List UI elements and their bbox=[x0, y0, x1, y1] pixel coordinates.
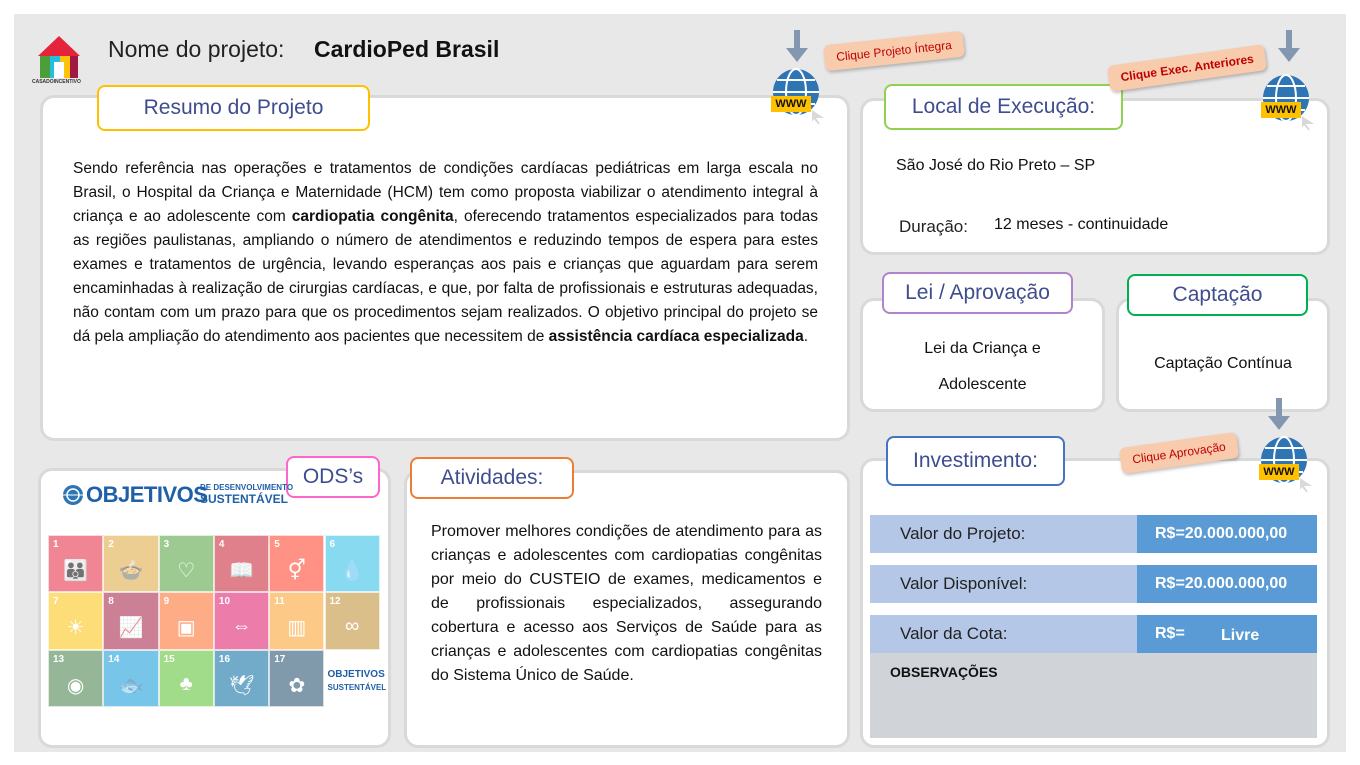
lei-line2: Adolescente bbox=[938, 376, 1027, 393]
resumo-text bbox=[73, 157, 818, 349]
valor-cota-value-box bbox=[1137, 615, 1317, 653]
link-exec-anteriores[interactable]: Clique Exec. Anteriores bbox=[1107, 44, 1267, 92]
logo-text: CASADOINCENTIVO bbox=[32, 79, 81, 85]
ods-tile-number: 1 bbox=[53, 539, 59, 550]
ods-tile-number: 16 bbox=[218, 653, 231, 665]
globe-www-icon-integra[interactable] bbox=[768, 66, 824, 130]
down-arrow-icon bbox=[1268, 398, 1290, 437]
observacoes-label: OBSERVAÇÕES bbox=[890, 664, 998, 680]
down-arrow-icon bbox=[1278, 30, 1300, 69]
ods-tile-icon: ⚥ bbox=[287, 560, 306, 582]
ods-tile-number: 15 bbox=[163, 653, 175, 665]
ods-tile bbox=[214, 650, 269, 707]
ods-tile-number: 13 bbox=[53, 653, 65, 665]
ods-tile-number: 3 bbox=[163, 539, 170, 550]
ods-tile-number: 12 bbox=[329, 596, 341, 608]
globe-www-label: WWW bbox=[1263, 466, 1295, 478]
ods-tile-icon: ∞ bbox=[345, 615, 360, 638]
ods-tile bbox=[214, 592, 269, 649]
ods-tile bbox=[103, 650, 158, 707]
ods-tile bbox=[48, 535, 103, 592]
valor-disponivel-value: R$=20.000.000,00 bbox=[1137, 565, 1317, 603]
ods-banner-sub2: SUSTENTÁVEL bbox=[200, 492, 289, 506]
atividades-title: Atividades: bbox=[410, 457, 574, 499]
globe-www-icon-aprovacao[interactable] bbox=[1256, 434, 1312, 498]
ods-banner bbox=[62, 480, 294, 510]
ods-tile-icon: 🍲 bbox=[118, 560, 144, 582]
ods-title: ODS’s bbox=[286, 456, 380, 498]
ods-tile-number: 11 bbox=[274, 596, 285, 608]
ods-final-tile-main: OBJETIVOS bbox=[327, 668, 385, 680]
ods-tile-number: 6 bbox=[329, 539, 336, 550]
globe-www-icon-exec[interactable] bbox=[1258, 72, 1314, 136]
ods-grid bbox=[48, 535, 387, 707]
resumo-text-part3: . bbox=[803, 328, 809, 345]
resumo-text-part2: , oferecendo tratamentos especializados para todas as regiões paulistanas, ampliando o número de atendimentos e reduzindo tempos de espera para estes exames e tratamentos de urgência, levando esperanças aos pais e crianças que aguardam para serem encaminhadas à realização de cirurgias cardíacas, e que, por falta de profissionais e estruturas adequadas, não contam com um prazo para que os procedimentos sejam realizados. O objetivo principal do projeto se dá pela ampliação do atendimento aos pacientes que necessitem de bbox=[73, 208, 819, 345]
duracao-label: Duração: bbox=[899, 217, 968, 236]
investimento-title: Investimento: bbox=[886, 436, 1065, 486]
valor-cota-label: Valor da Cota: bbox=[870, 615, 1137, 653]
ods-tile-icon: 💧 bbox=[339, 560, 365, 582]
ods-tile bbox=[103, 592, 158, 649]
ods-tile-icon: ▣ bbox=[176, 617, 196, 640]
ods-tile-number: 17 bbox=[274, 653, 286, 665]
captacao-title: Captação bbox=[1127, 274, 1308, 316]
ods-tile bbox=[48, 650, 103, 707]
resumo-text-bold2: assistência cardíaca especializada bbox=[548, 328, 804, 345]
valor-cota-value: Livre bbox=[1221, 627, 1260, 644]
ods-tile-icon: 🕊 bbox=[228, 674, 255, 697]
ods-tile-number: 14 bbox=[108, 653, 120, 665]
ods-tile bbox=[269, 650, 324, 707]
link-projeto-integra[interactable]: Clique Projeto Íntegra bbox=[823, 31, 965, 71]
project-name: CardioPed Brasil bbox=[314, 36, 500, 62]
ods-tile bbox=[214, 535, 269, 592]
ods-tile-number: 4 bbox=[218, 539, 225, 550]
ods-tile-icon: 📈 bbox=[118, 617, 144, 640]
atividades-text: Promover melhores condições de atendimento para as crianças e adolescentes com cardiopatias congênitas por meio do CUSTEIO de exames, medicamentos e de profissionais especializados, assegurando cobertura e acesso aos Serviços de Saúde para as crianças e adolescentes com cardiopatias congênitas do Sistema Único de Saúde. bbox=[431, 523, 822, 684]
ods-tile-number: 10 bbox=[218, 596, 231, 608]
local-city: São José do Rio Preto – SP bbox=[896, 157, 1096, 174]
ods-tile-icon: ♣ bbox=[179, 672, 193, 695]
house-logo-icon bbox=[32, 32, 86, 86]
ods-tile bbox=[325, 535, 380, 592]
ods-tile-number: 9 bbox=[163, 596, 170, 608]
ods-tile bbox=[159, 650, 214, 707]
ods-tile bbox=[159, 592, 214, 649]
valor-cota-prefix: R$= bbox=[1155, 625, 1185, 642]
globe-www-label: WWW bbox=[775, 98, 807, 110]
ods-tile-number: 5 bbox=[274, 539, 280, 550]
ods-tile bbox=[103, 535, 158, 592]
valor-disponivel-label: Valor Disponível: bbox=[870, 565, 1137, 603]
lei-line1: Lei da Criança e bbox=[924, 340, 1041, 357]
lei-title: Lei / Aprovação bbox=[882, 272, 1073, 314]
link-aprovacao[interactable]: Clique Aprovação bbox=[1119, 432, 1240, 474]
ods-tile-icon: ⇔ bbox=[231, 615, 252, 638]
ods-tile bbox=[269, 592, 324, 649]
ods-banner-main: OBJETIVOS bbox=[86, 482, 208, 507]
ods-tile-icon: 📖 bbox=[229, 560, 254, 582]
ods-tile bbox=[325, 650, 387, 707]
ods-tile-icon: 🐟 bbox=[118, 674, 144, 697]
ods-tile-icon: ☀ bbox=[66, 617, 85, 640]
ods-final-tile-sub: SUSTENTÁVEL bbox=[327, 682, 387, 692]
ods-tile-number: 8 bbox=[108, 596, 114, 608]
ods-tile-icon: ♡ bbox=[177, 560, 196, 582]
valor-projeto-value: R$=20.000.000,00 bbox=[1137, 515, 1317, 553]
ods-tile-icon: ▥ bbox=[287, 617, 307, 640]
ods-tile bbox=[48, 592, 103, 649]
ods-tile bbox=[269, 535, 324, 592]
ods-tile-icon: 👪 bbox=[63, 560, 89, 582]
ods-tile-icon: ✿ bbox=[288, 674, 306, 697]
un-emblem-icon bbox=[62, 484, 84, 506]
resumo-text-bold1: cardiopatia congênita bbox=[291, 208, 454, 225]
ods-tile-icon: ◉ bbox=[66, 674, 85, 697]
ods-tile-number: 2 bbox=[108, 539, 114, 550]
down-arrow-icon bbox=[786, 30, 808, 69]
globe-www-label: WWW bbox=[1265, 104, 1297, 116]
duracao-value: 12 meses - continuidade bbox=[994, 216, 1169, 233]
ods-banner-sub1: DE DESENVOLVIMENTO bbox=[200, 483, 294, 492]
ods-tile bbox=[159, 535, 214, 592]
resumo-title: Resumo do Projeto bbox=[97, 85, 370, 131]
project-name-label: Nome do projeto: bbox=[108, 36, 285, 62]
local-title: Local de Execução: bbox=[884, 84, 1123, 130]
ods-tile bbox=[325, 592, 380, 649]
valor-projeto-label: Valor do Projeto: bbox=[870, 515, 1137, 553]
resumo-text-part1: Sendo referência nas operações e tratamentos de condições cardíacas pediátricas em larga escala no Brasil, o Hospital da Criança e Maternidade (HCM) tem como proposta viabilizar o atendimento integral à criança e ao adolescente com bbox=[73, 160, 818, 225]
captacao-value: Captação Contínua bbox=[1154, 355, 1292, 372]
logo bbox=[32, 32, 86, 86]
ods-tile-number: 7 bbox=[53, 596, 59, 608]
